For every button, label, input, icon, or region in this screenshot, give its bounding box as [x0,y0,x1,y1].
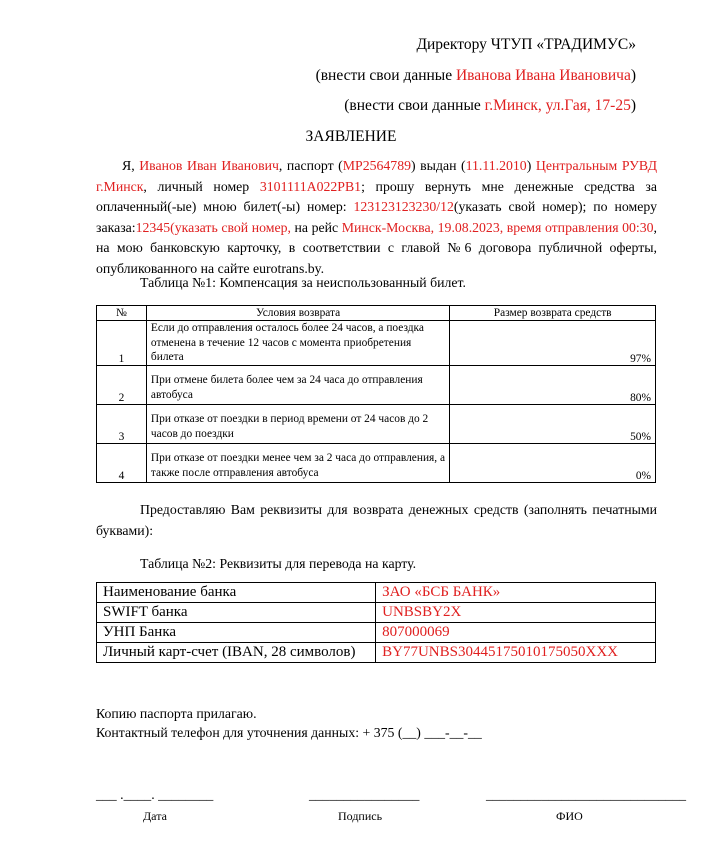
applicant-name-line [316,67,636,85]
requisites-paragraph [96,500,657,541]
swift-value[interactable]: UNBSBY2X [376,603,656,623]
signature-blank[interactable]: ________________ [309,787,420,802]
passport-issue-date: 11.11.2010 [465,158,527,173]
text: Я, [122,158,140,173]
column-header: № [97,306,147,321]
personal-number: 3101111А022РВ1 [259,178,362,194]
refund-conditions-table [96,305,656,483]
bank-name-value[interactable]: ЗАО «БСБ БАНК» [376,583,656,603]
text: , паспорт ( [278,158,343,173]
hint-text: (внести свои данные [344,97,485,114]
ticket-number: 123123123230/12 [353,199,454,214]
signature-label: Подпись [338,809,383,823]
table-row [97,444,656,483]
applicant-name: Иванова Ивана Ивановича [455,67,631,84]
text: ) [526,158,536,173]
applicant-address-line [344,97,636,115]
unp-value[interactable]: 807000069 [376,623,656,643]
text: ) выдан ( [411,158,466,173]
table-row [97,321,656,366]
applicant-full-name: Иванов Иван Иванович [139,158,279,173]
row-number: 3 [97,405,147,444]
order-number: 12345(указать свой номер, [135,219,291,235]
table-row [97,643,656,663]
text: Предоставляю Вам реквизиты для возврата денежных средств (заполнять печатными буквами): [96,502,657,538]
table-row [97,405,656,444]
trip-route: Минск-Москва, 19.08.2023, время отправления 00:30 [341,219,654,235]
bank-details-table [96,582,656,663]
table-row [97,623,656,643]
table-row [97,366,656,405]
statement-paragraph [96,156,657,279]
field-label: Наименование банка [97,583,376,603]
applicant-address: г.Минск, ул.Гая, 17-25 [484,97,631,114]
document-title: ЗАЯВЛЕНИЕ [305,128,397,145]
column-header: Размер возврата средств [450,306,656,321]
hint-close: ) [630,67,636,84]
text: на рейс [290,219,342,235]
field-label: Личный карт-счет (IBAN, 28 символов) [97,643,376,663]
table-header-row [97,306,656,321]
table-row [97,583,656,603]
row-number: 1 [97,321,147,366]
contact-phone-line: Контактный телефон для уточнения данных: + 375 (__) ___-__-__ [96,725,482,740]
field-label: SWIFT банка [97,603,376,623]
text: ; прошу вернуть мне денежные средства за оплаченный(-ые) мною билет(-ы) номер: [96,178,657,214]
table2-caption: Таблица №2: Реквизиты для перевода на карту. [140,556,417,571]
date-label: Дата [143,809,167,823]
iban-value[interactable]: BY77UNBS30445175010175050XXX [376,643,656,663]
text: (указать свой номер); по номеру заказа: [96,199,657,235]
hint-text: (внести свои данные [315,67,456,84]
refund-condition: При отказе от поездки менее чем за 2 часа до отправления, а также после отправления автобуса [146,444,449,483]
table1-caption: Таблица №1: Компенсация за неиспользованный билет. [140,275,466,290]
date-blank[interactable]: ___ .____. ________ [96,787,214,802]
passport-copy-note: Копию паспорта прилагаю. [96,706,257,721]
addressee-line: Директору ЧТУП «ТРАДИМУС» [416,36,636,53]
refund-percent: 0% [450,444,656,483]
passport-issuer: Центральным РУВД г.Минск [96,158,657,194]
refund-condition: При отмене билета более чем за 24 часа до отправления автобуса [146,366,449,405]
hint-close: ) [630,97,636,114]
row-number: 4 [97,444,147,483]
field-label: УНП Банка [97,623,376,643]
fio-label: ФИО [556,809,583,823]
table-row [97,603,656,623]
refund-percent: 80% [450,366,656,405]
column-header: Условия возврата [146,306,449,321]
text: , на мою банковскую карточку, в соответствии с главой №6 договора публичной оферты, опубликованного на сайте eurotrans.by. [96,219,657,276]
refund-condition: Если до отправления осталось более 24 часов, а поездка отменена в течение 12 часов с момента приобретения билета [146,321,449,366]
row-number: 2 [97,366,147,405]
text: , личный номер [143,178,260,194]
refund-condition: При отказе от поездки в период времени от 24 часов до 2 часов до поездки [146,405,449,444]
passport-number: МР2564789 [342,158,411,173]
refund-percent: 50% [450,405,656,444]
refund-percent: 97% [450,321,656,366]
fio-blank[interactable]: _____________________________ [486,787,687,802]
